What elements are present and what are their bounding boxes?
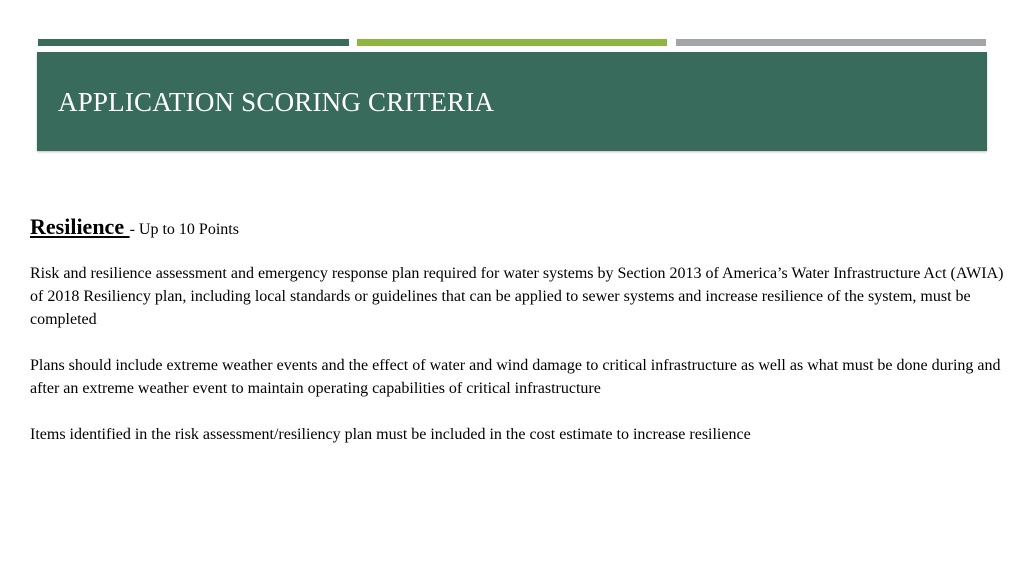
section-heading bbox=[30, 215, 1020, 241]
section-points: - Up to 10 Points bbox=[129, 221, 239, 238]
paragraph-2: Plans should include extreme weather events and the effect of water and wind damage to critical infrastructure as well as what must be done during and after an extreme weather event to maintain operating capabilities of critical infrastructure bbox=[30, 357, 1001, 397]
accent-bar-green bbox=[38, 39, 349, 46]
accent-bar-lime bbox=[357, 39, 667, 46]
slide-body bbox=[30, 215, 1020, 469]
paragraph-1: Risk and resilience assessment and emergency response plan required for water systems by Section 2013 of America’s Water Infrastructure Act (AWIA) of 2018 Resiliency plan, including local standards or guidelines that can be applied to sewer systems and increase resilience of the system, must be completed bbox=[30, 265, 1004, 328]
accent-bar-gray bbox=[676, 39, 986, 46]
section-heading-word: Resilience bbox=[30, 214, 130, 239]
slide-title: APPLICATION SCORING CRITERIA bbox=[58, 87, 495, 117]
paragraph-3: Items identified in the risk assessment/resiliency plan must be included in the cost estimate to increase resilience bbox=[30, 426, 751, 443]
title-banner bbox=[37, 52, 987, 151]
